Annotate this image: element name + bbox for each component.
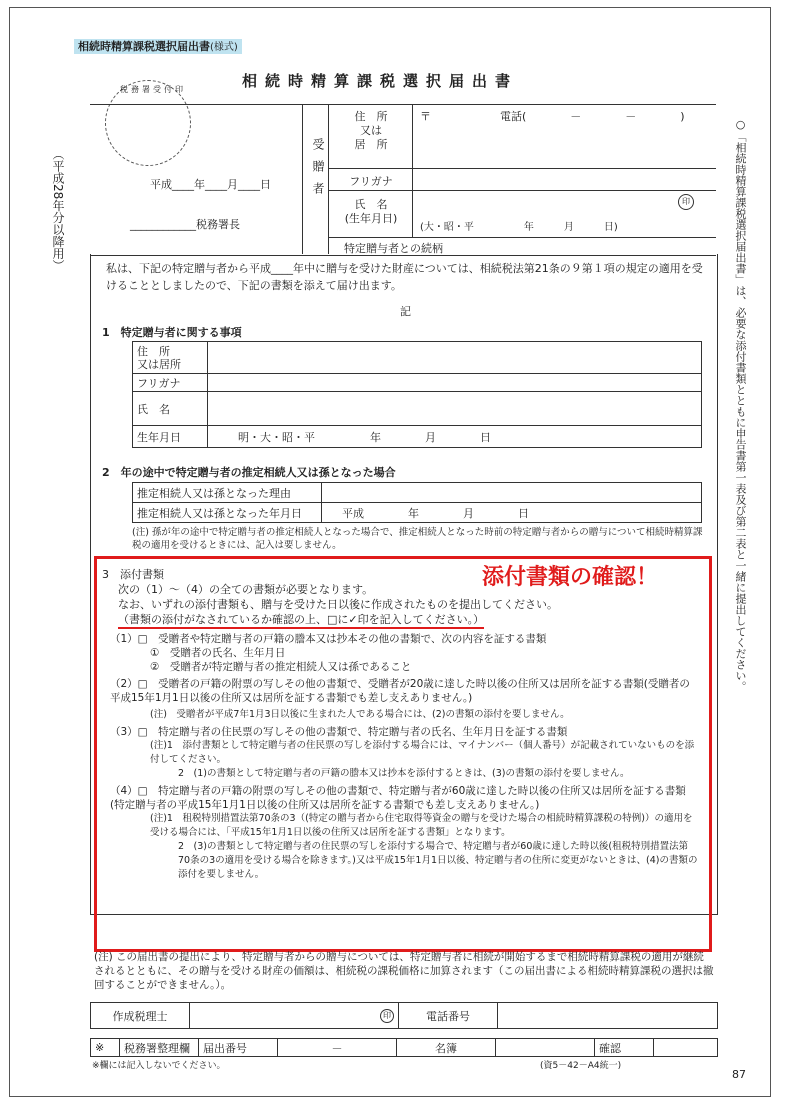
- form-code: (資5－42－A4統一): [540, 1061, 622, 1071]
- section2-table: [132, 482, 702, 523]
- right-note: ○「相続時精算課税選択届出書」は、必要な添付書類とともに申告書第一表及び第二表と一緒に提出してください。: [734, 118, 747, 692]
- phone-field[interactable]: 電話( － － ): [500, 110, 685, 123]
- ki: 記: [400, 305, 411, 318]
- seal-mark: 印: [678, 194, 694, 210]
- s1-birth: 生年月日: [133, 426, 208, 448]
- attachment-list: （1）□ 受贈者や特定贈与者の戸籍の謄本又は抄本その他の書類で、次の内容を証する書類 ① 受贈者の氏名、生年月日 ② 受贈者が特定贈与者の推定相続人又は孫であること （2）□ 受贈者の戸籍の附票の写しその他の書類で、受贈者が20歳に達した時以後の住所又は居所を証する書類(受贈者の平成15年1月1日以後の住所又は居所を証する書類でも差し支えありません。) (注) 受贈者が平成7年1月3日以後に生まれた人である場合には、(2)の書類の添付を要しません。 （3）□ 特定贈与者の住民票の写しその他の書類で、特定贈与者の氏名、生年月日を証する書類 (注)1 添付書類として特定贈与者の住民票の写しを添付する場合には、マイナンバー（個人番号）が記載されていないものを添付してください。 2 (1)の書類として特定贈与者の戸籍の謄本又は抄本を添付するときは、(3)の書類の添付を要しません。 （4）□ 特定贈与者の戸籍の附票の写しその他の書類で、特定贈与者が60歳に達した時以後の住所又は居所を証する書類(特定贈与者の平成15年1月1日以後の住所又は居所を証する書類でも差し支えありません。) (注)1 租税特別措置法第70条の3（(特定の贈与者から住宅取得等資金の贈与を受けた場合の相続時精算課税の特例)）の適用を受ける場合には、「平成15年1月1日以後の住所又は居所を証する書類」となります。 2 (3)の書類として特定贈与者の住民票の写しを添付する場合で、特定贈与者が60歳に達した時以後(租税特別措置法第70条の3の適用を受ける場合を除きます。)又は平成15年1月1日以後、特定贈与者の住所に変更がないときは、(4)の書類の添付を要しません。: [110, 632, 700, 882]
- section1-title: 1 特定贈与者に関する事項: [102, 326, 242, 339]
- form-tag: 相続時精算課税選択届出書(様式): [74, 38, 242, 54]
- s1-furigana-field[interactable]: [208, 374, 702, 392]
- s1-name-field[interactable]: [208, 392, 702, 426]
- furigana-label-top: フリガナ: [349, 175, 393, 188]
- callout-text: 添付書類の確認！: [482, 565, 659, 590]
- intro-text: 私は、下記の特定贈与者から平成____年中に贈与を受けた財産については、相続税法第21条の９第１項の規定の適用を受けることとしましたので、下記の書類を添えて届け出ます。: [106, 262, 703, 292]
- s2-reason-field[interactable]: [322, 483, 702, 503]
- section3-intro: 次の（1）～（4）の全ての書類が必要となります。 なお、いずれの添付書類も、贈与を受けた日以後に作成されたものを提出してください。 （書類の添付がなされているか確認の上、□に✓印を記入してください。）: [118, 582, 588, 629]
- stamp-label: 税務署受付印: [120, 85, 186, 94]
- accountant-field[interactable]: 印: [190, 1003, 399, 1029]
- phone-label: 電話番号: [399, 1003, 498, 1029]
- name-label: 氏 名 (生年月日): [344, 198, 398, 225]
- s1-furigana: フリガナ: [133, 374, 208, 392]
- form-page: [9, 7, 771, 1097]
- office-table: ※ 税務署整理欄 届出番号 － 名簿 確認: [90, 1038, 718, 1057]
- section2-note: (注) 孫が年の途中で特定贈与者の推定相続人となった場合で、推定相続人となった時前の特定贈与者からの贈与について相続時精算課税の適用を受けるときには、記入は要しません。: [132, 527, 703, 551]
- relation-label: 特定贈与者との続柄: [344, 242, 443, 255]
- s2-date: 推定相続人又は孫となった年月日: [133, 503, 322, 523]
- item-1[interactable]: （1）□ 受贈者や特定贈与者の戸籍の謄本又は抄本その他の書類で、次の内容を証する書類: [110, 633, 547, 645]
- s2-reason: 推定相続人又は孫となった理由: [133, 483, 322, 503]
- s1-name: 氏 名: [133, 392, 208, 426]
- s1-birth-field[interactable]: 明・大・昭・平 年 月 日: [208, 426, 702, 448]
- form-title: 相続時精算課税選択届出書: [242, 72, 519, 90]
- bottom-note: (注) この届出書の提出により、特定贈与者からの贈与については、特定贈与者に相続が開始するまで相続時精算課税の適用が継続されるとともに、その贈与を受ける財産の価額は、相続税の課税価格に加算されます（この届出書による相続時精算課税の選択は撤回することができません。）。: [94, 951, 714, 991]
- postal-mark: 〒: [420, 110, 431, 123]
- s1-addr-field[interactable]: [208, 342, 702, 374]
- date-line: 平成____年____月____日: [150, 178, 271, 191]
- checkmark-instruction: （書類の添付がなされているか確認の上、□に✓印を記入してください。）: [118, 612, 484, 629]
- section2-title: 2 年の途中で特定贈与者の推定相続人又は孫となった場合: [102, 466, 396, 479]
- accountant-table: [90, 1002, 718, 1029]
- item-2[interactable]: （2）□ 受贈者の戸籍の附票の写しその他の書類で、受贈者が20歳に達した時以後の住所又は居所を証する書類(受贈者の平成15年1月1日以後の住所又は居所を証する書類でも差し支えありません。): [110, 678, 690, 704]
- recipient-label: 受贈者: [311, 138, 325, 204]
- item-3[interactable]: （3）□ 特定贈与者の住民票の写しその他の書類で、特定贈与者の氏名、生年月日を証する書類: [110, 726, 568, 738]
- s1-addr: 住 所 又は居所: [133, 342, 208, 374]
- phone-number-field[interactable]: [498, 1003, 718, 1029]
- birth-eras: (大・昭・平 年 月 日): [420, 222, 618, 233]
- item-4[interactable]: （4）□ 特定贈与者の戸籍の附票の写しその他の書類で、特定贈与者が60歳に達した時以後の住所又は居所を証する書類(特定贈与者の平成15年1月1日以後の住所又は居所を証する書類でも差し支えありません。): [110, 785, 686, 811]
- accountant-label: 作成税理士: [91, 1003, 190, 1029]
- addr-label: 住 所 又は 居 所: [354, 110, 388, 151]
- section1-table: [132, 341, 702, 448]
- s2-date-field[interactable]: 平成 年 月 日: [322, 503, 702, 523]
- footer-note: ※欄には記入しないでください。: [92, 1061, 226, 1071]
- tax-office-line: ____________税務署長: [130, 218, 240, 231]
- page-number: 87: [732, 1068, 746, 1081]
- left-note: （平成28年分以降用）: [51, 148, 65, 272]
- section3-title: 3 添付書類: [102, 568, 164, 581]
